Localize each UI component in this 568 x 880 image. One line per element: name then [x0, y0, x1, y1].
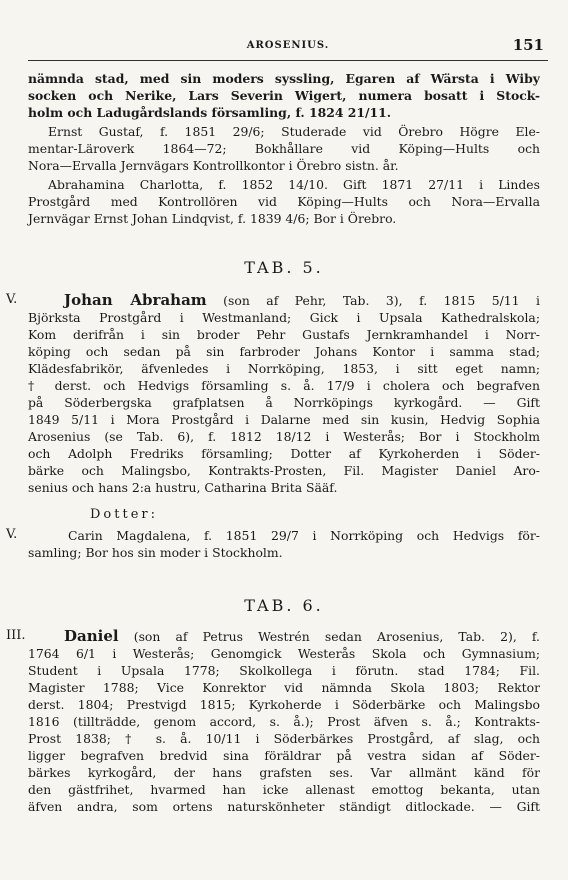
paragraph-ernst-gustaf — [28, 123, 540, 174]
text-line: Ernst Gustaf, f. 1851 29/6; Studerade vid Örebro Högre Ele- — [48, 124, 540, 139]
dotter-heading: Dotter: — [90, 507, 158, 522]
paragraph-continuation — [28, 70, 540, 121]
lead-name: Johan Abraham — [64, 292, 207, 309]
page-number: 151 — [512, 36, 544, 54]
text-line: Carin Magdalena, f. 1851 29/7 i Norrköping och Hedvigs för- — [68, 528, 540, 543]
text-line: bärkes kyrkogård, der hans grafsten ses. Var allmänt känd för — [28, 765, 540, 780]
entry-daniel — [28, 628, 540, 815]
text-line: på Söderbergska grafplatsen å Norrköpings kyrkogård. — Gift — [28, 395, 540, 410]
text-line: och Adolph Fredriks församling; Dotter af Kyrkoherden i Söder- — [28, 446, 540, 461]
text-line: Jernvägar Ernst Johan Lindqvist, f. 1839 4/6; Bor i Örebro. — [28, 211, 397, 226]
text-line: Arosenius (se Tab. 6), f. 1812 18/12 i Westerås; Bor i Stockholm — [28, 429, 540, 444]
text-line: senius och hans 2:a hustru, Catharina Brita Sääf. — [28, 480, 338, 495]
text-line: Prostgård med Kontrollören vid Köping—Hults och Nora—Ervalla — [28, 194, 540, 209]
generation-numeral: V. — [6, 527, 18, 542]
entry-carin-magdalena — [28, 527, 540, 561]
text-line: bärke och Malingsbo, Kontrakts-Prosten, Fil. Magister Daniel Aro- — [28, 463, 540, 478]
text-line: Abrahamina Charlotta, f. 1852 14/10. Gift 1871 27/11 i Lindes — [48, 177, 540, 192]
text-line: (son af Petrus Westrén sedan Arosenius, Tab. 2), f. — [133, 629, 540, 644]
text-line: mentar-Läroverk 1864—72; Bokhållare vid Köping—Hults och — [28, 141, 540, 156]
header-rule — [28, 60, 548, 61]
text-line: Prost 1838; † s. å. 10/11 i Söderbärkes Prostgård, af slag, och — [28, 731, 540, 746]
text-line: Kom derifrån i sin broder Pehr Gustafs Jernkramhandel i Norr- — [28, 327, 540, 342]
text-line: Nora—Ervalla Jernvägars Kontrollkontor i Örebro sistn. år. — [28, 158, 399, 173]
entry-johan-abraham — [28, 292, 540, 496]
generation-numeral: V. — [6, 292, 18, 307]
text-line: Magister 1788; Vice Konrektor vid nämnda Skola 1803; Rektor — [28, 680, 540, 695]
text-line: (son af Pehr, Tab. 3), f. 1815 5/11 i — [223, 293, 540, 308]
text-line: 1764 6/1 i Westerås; Genomgick Westerås Skola och Gymnasium; — [28, 646, 540, 661]
generation-numeral: III. — [6, 628, 26, 643]
tab-6-heading: TAB. 6. — [244, 596, 324, 615]
running-title: AROSENIUS. — [246, 40, 330, 51]
text-line: köping och sedan på sin farbroder Johans Kontor i samma stad; — [28, 344, 540, 359]
text-line: Klädesfabrikör, äfvenledes i Norrköping, 1853, i sitt eget namn; — [28, 361, 540, 376]
text-line: 1816 (tillträdde, genom accord, s. å.); Prost äfven s. å.; Kontrakts- — [28, 714, 540, 729]
paragraph-abrahamina — [28, 176, 540, 227]
text-line: holm och Ladugårdslands församling, f. 1824 21/11. — [28, 105, 392, 120]
text-line: Björksta Prostgård i Westmanland; Gick i Upsala Kathedralskola; — [28, 310, 540, 325]
page-header — [28, 36, 548, 56]
text-line: nämnda stad, med sin moders syssling, Egaren af Wärsta i Wiby — [28, 71, 540, 86]
text-line: socken och Nerike, Lars Severin Wigert, numera bosatt i Stock- — [28, 88, 540, 103]
entry-first-line — [28, 628, 540, 645]
text-line: äfven andra, som ortens naturskönheter ständigt ditlockade. — Gift — [28, 799, 540, 814]
text-line: 1849 5/11 i Mora Prostgård i Dalarne med sin kusin, Hedvig Sophia — [28, 412, 540, 427]
text-line: Student i Upsala 1778; Skolkollega i förutn. stad 1784; Fil. — [28, 663, 540, 678]
tab-5-heading: TAB. 5. — [244, 258, 324, 277]
lead-name: Daniel — [64, 628, 119, 645]
text-line: samling; Bor hos sin moder i Stockholm. — [28, 545, 283, 560]
text-line: derst. 1804; Prestvigd 1815; Kyrkoherde i Söderbärke och Malingsbo — [28, 697, 540, 712]
text-line: den gästfrihet, hvarmed han icke allenast emottog bekanta, utan — [28, 782, 540, 797]
entry-first-line — [28, 292, 540, 309]
text-line: † derst. och Hedvigs församling s. å. 17/9 i cholera och begrafven — [28, 378, 540, 393]
text-line: ligger begrafven bredvid sina föräldrar på vestra sidan af Söder- — [28, 748, 540, 763]
